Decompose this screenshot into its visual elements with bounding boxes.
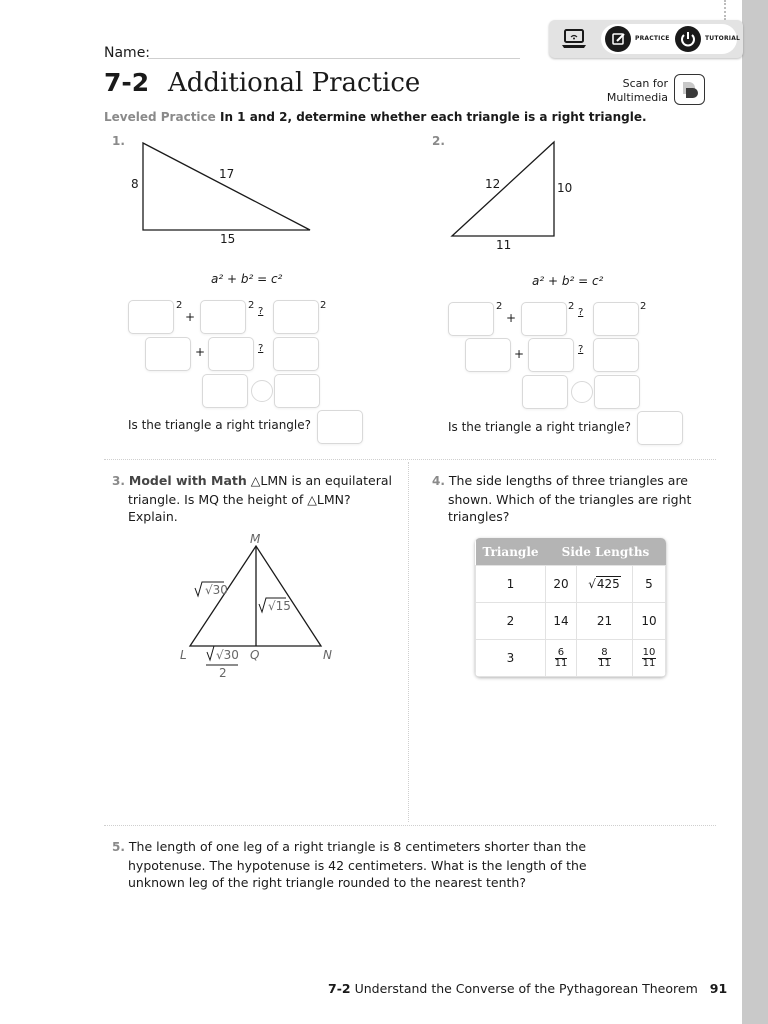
vertex-n: N <box>323 648 332 662</box>
segment-lq-numerator: √30 <box>216 648 239 662</box>
problem-5-number: 5. <box>112 840 125 854</box>
footer-title: Understand the Converse of the Pythagorean Theorem <box>354 981 698 996</box>
p1-exp: 2 <box>320 300 327 311</box>
p2-formula: a² + b² = c² <box>532 274 604 288</box>
tutorial-label[interactable]: TUTORIAL <box>705 35 741 42</box>
p1-side-c: 17 <box>219 167 235 181</box>
lesson-number: 7-2 <box>104 68 150 97</box>
problem-5-line3: unknown leg of the right triangle rounded to the nearest tenth? <box>128 875 526 890</box>
p1-question-equals: ? <box>258 306 264 317</box>
problem-3-line2: triangle. Is MQ the height of △LMN? <box>128 491 351 507</box>
problem-5-line2: hypotenuse. The hypotenuse is 42 centimeters. What is the length of the <box>128 857 587 873</box>
row2-c: 10 <box>633 603 666 640</box>
row2-b: 21 <box>577 603 633 640</box>
name-label: Name: <box>104 45 151 61</box>
row3-a <box>546 640 577 677</box>
p1-side-b: 15 <box>220 232 236 246</box>
row3-b <box>577 640 633 677</box>
p2-plus: + <box>514 347 525 361</box>
problem-3-line3: Explain. <box>128 509 178 524</box>
page-title: Additional Practice <box>168 68 421 98</box>
p2-side-base: 11 <box>496 238 512 252</box>
problem-3-line1: △LMN is an equilateral <box>250 473 393 488</box>
row1-b-radicand: 425 <box>596 577 620 591</box>
p2-exp: 2 <box>640 301 647 312</box>
row3-a-den: 11 <box>554 657 568 669</box>
row1-c: 5 <box>633 566 666 603</box>
p2-question-equals: ? <box>578 344 584 355</box>
p2-side-hyp: 12 <box>485 177 501 191</box>
table-row <box>476 566 666 603</box>
p2-question-equals: ? <box>578 307 584 318</box>
row2-triangle: 2 <box>476 603 546 640</box>
p1-plus: + <box>195 345 206 359</box>
page-footer <box>328 981 727 996</box>
side-lengths-table <box>475 538 666 677</box>
header-side-lengths: Side Lengths <box>546 538 666 566</box>
problem-3-heading: Model with Math <box>128 473 247 488</box>
p1-question: Is the triangle a right triangle? <box>128 418 312 432</box>
page-number: 91 <box>709 981 728 996</box>
p1-exp: 2 <box>176 300 183 311</box>
problem-1-number: 1. <box>112 134 125 148</box>
problem-4-line2: shown. Which of the triangles are right <box>448 491 692 507</box>
p1-plus: + <box>185 310 196 324</box>
scan-line-1: Scan for <box>622 77 668 90</box>
problem-4-text <box>432 472 722 526</box>
table-header-row <box>476 538 666 566</box>
vertex-q: Q <box>250 648 260 662</box>
segment-lq-denominator: 2 <box>219 666 227 680</box>
problem-4-number: 4. <box>432 474 445 488</box>
row3-a-num: 6 <box>555 648 568 659</box>
altitude-mq-label: √15 <box>268 599 291 613</box>
row3-c <box>633 640 666 677</box>
row3-b-num: 8 <box>598 648 611 659</box>
practice-label[interactable]: PRACTICE <box>635 35 670 42</box>
p1-question-equals: ? <box>258 343 264 354</box>
p1-side-a: 8 <box>131 177 139 191</box>
row3-c-den: 11 <box>642 657 656 669</box>
table-row <box>476 603 666 640</box>
row3-triangle: 3 <box>476 640 546 677</box>
problem-5-text <box>112 838 712 892</box>
problem-3-number: 3. <box>112 474 125 488</box>
row2-a: 14 <box>546 603 577 640</box>
problem-4-line3: triangles? <box>448 509 510 524</box>
p1-formula: a² + b² = c² <box>211 272 283 286</box>
table-row <box>476 640 666 677</box>
row1-triangle: 1 <box>476 566 546 603</box>
p2-plus: + <box>506 311 517 325</box>
p2-exp: 2 <box>496 301 503 312</box>
footer-lesson: 7-2 <box>328 981 351 996</box>
leveled-practice-label: Leveled Practice <box>104 110 216 124</box>
problem-5-line1: The length of one leg of a right triangle is 8 centimeters shorter than the <box>128 839 587 854</box>
problem-4-line1: The side lengths of three triangles are <box>448 473 688 488</box>
scan-line-2: Multimedia <box>606 91 668 104</box>
p2-question: Is the triangle a right triangle? <box>448 420 632 434</box>
row3-c-num: 10 <box>642 646 656 658</box>
header-triangle: Triangle <box>476 538 546 566</box>
row1-b: √425 <box>577 566 633 603</box>
instructions-text: In 1 and 2, determine whether each triangle is a right triangle. <box>219 110 647 124</box>
p2-exp: 2 <box>568 301 575 312</box>
row3-b-den: 11 <box>598 657 611 669</box>
p2-side-vert: 10 <box>557 181 573 195</box>
vertex-m: M <box>250 532 261 546</box>
p1-exp: 2 <box>248 300 255 311</box>
row1-a: 20 <box>546 566 577 603</box>
vertex-l: L <box>180 648 187 662</box>
side-lm-label: √30 <box>205 583 228 597</box>
problem-2-number: 2. <box>432 134 445 148</box>
